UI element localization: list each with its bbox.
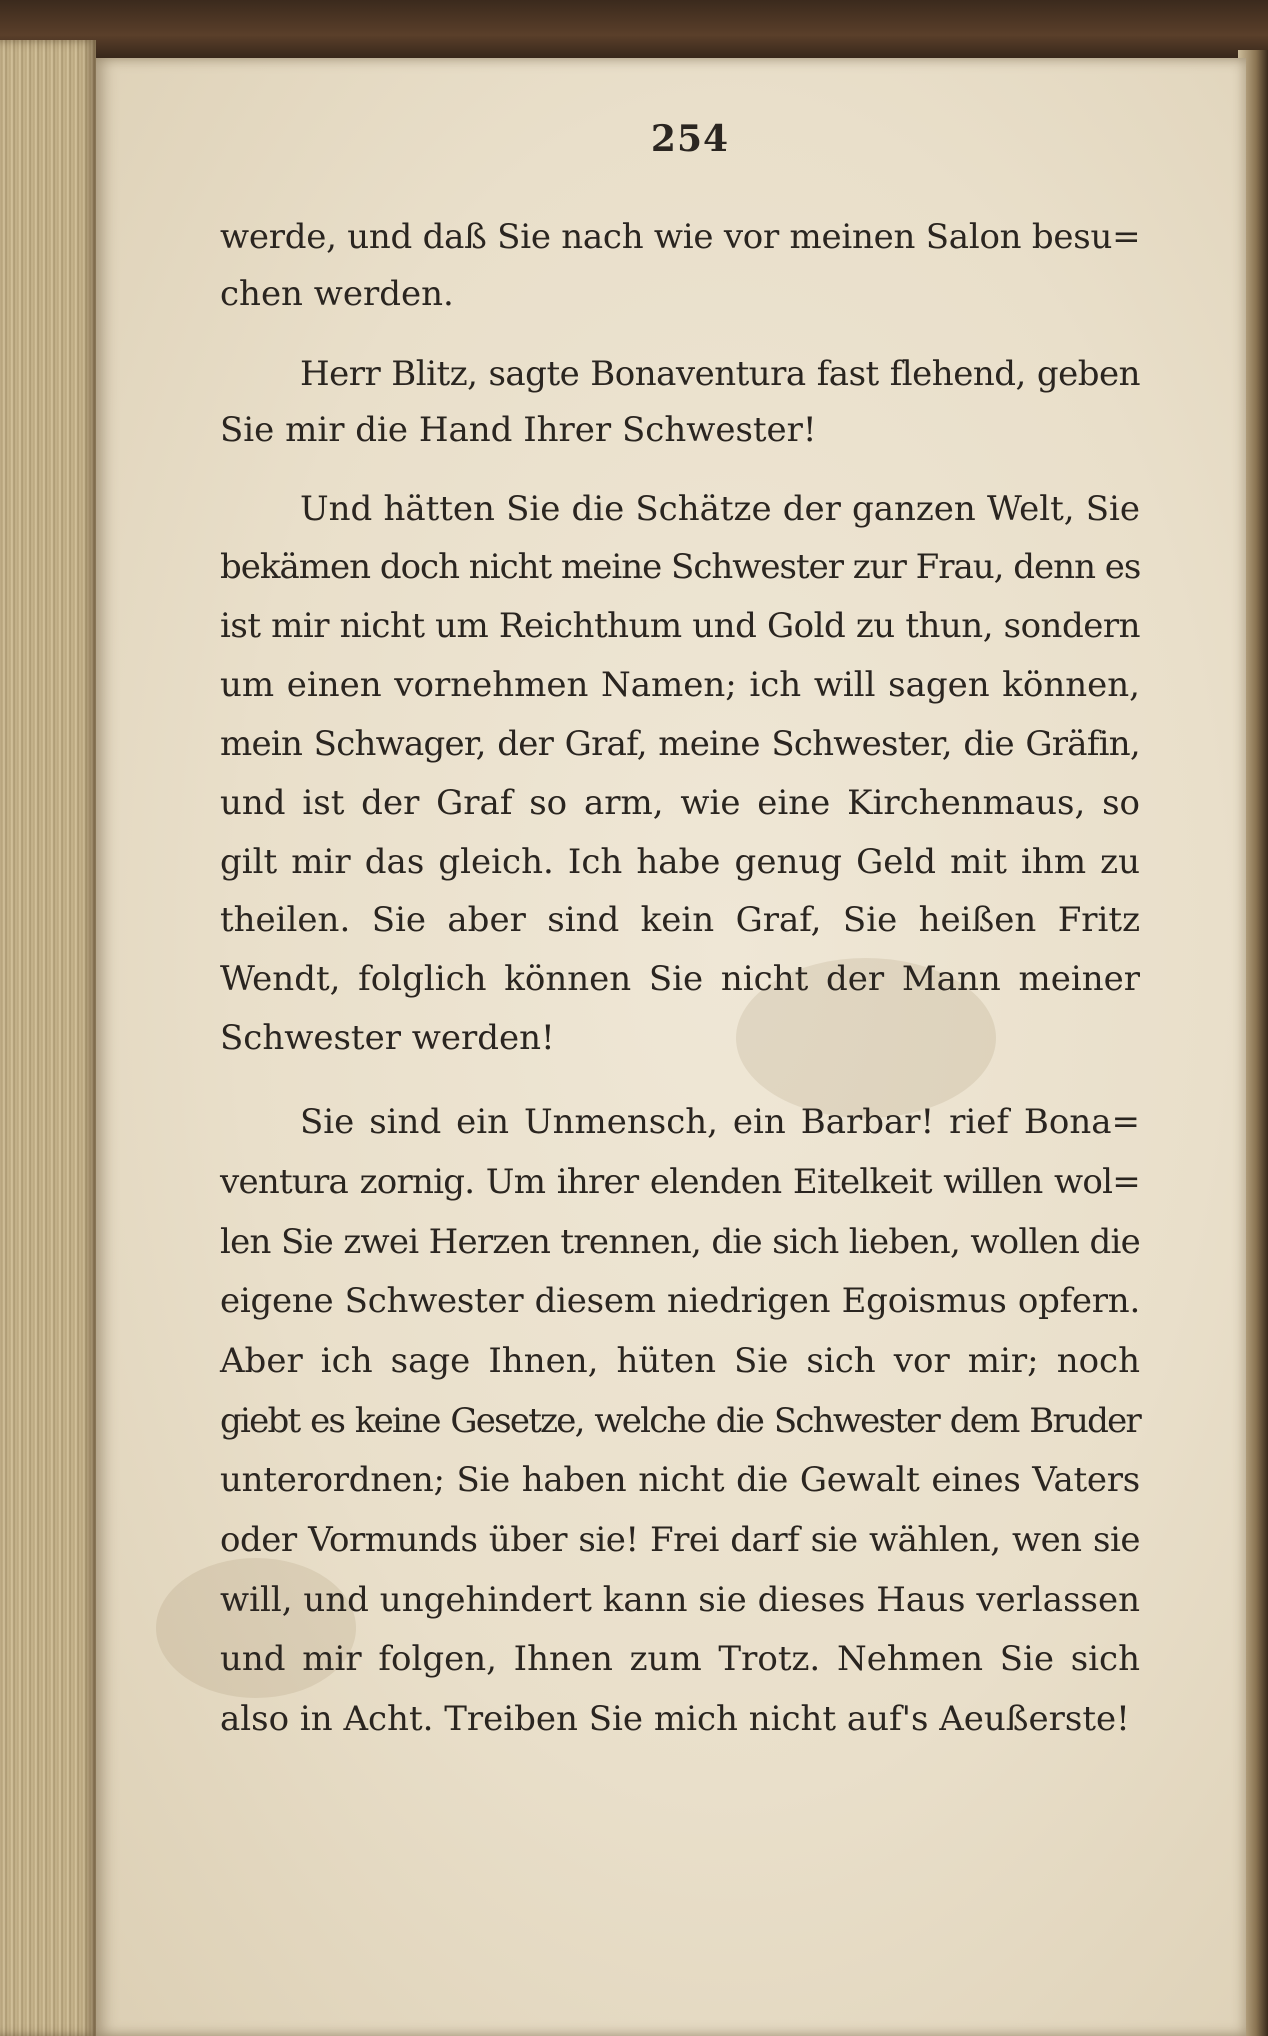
text-line: theilen. Sie aber sind kein Graf, Sie heißen Fritz <box>220 900 1140 940</box>
text-line: Wendt, folglich können Sie nicht der Mann meiner <box>220 959 1140 999</box>
page-edges <box>0 40 96 2036</box>
text-line: also in Acht. Treiben Sie mich nicht auf's Aeußerste! <box>220 1699 1130 1739</box>
text-line: ist mir nicht um Reichthum und Gold zu thun, sondern <box>220 606 1140 646</box>
page-number: 254 <box>650 118 730 160</box>
text-line: giebt es keine Gesetze, welche die Schwester dem Bruder <box>220 1401 1140 1441</box>
text-line: Sie sind ein Unmensch, ein Barbar! rief Bona= <box>300 1102 1140 1142</box>
text-line: Aber ich sage Ihnen, hüten Sie sich vor mir; noch <box>220 1341 1140 1381</box>
text-line: gilt mir das gleich. Ich habe genug Geld mit ihm zu <box>220 842 1140 882</box>
text-line: Herr Blitz, sagte Bonaventura fast flehend, geben <box>300 354 1140 394</box>
text-line: eigene Schwester diesem niedrigen Egoismus opfern. <box>220 1281 1140 1321</box>
text-line: will, und ungehindert kann sie dieses Haus verlassen <box>220 1580 1140 1620</box>
text-line: werde, und daß Sie nach wie vor meinen Salon besu= <box>220 217 1141 257</box>
text-line: Und hätten Sie die Schätze der ganzen Welt, Sie <box>300 489 1140 529</box>
text-line: oder Vormunds über sie! Frei darf sie wählen, wen sie <box>220 1520 1140 1560</box>
book-cover-top <box>0 0 1268 64</box>
text-line: ventura zornig. Um ihrer elenden Eitelkeit willen wol= <box>220 1162 1140 1202</box>
text-line: bekämen doch nicht meine Schwester zur Frau, denn es <box>220 547 1141 587</box>
text-line: mein Schwager, der Graf, meine Schwester, die Gräfin, <box>220 724 1140 764</box>
text-line: unterordnen; Sie haben nicht die Gewalt eines Vaters <box>220 1460 1140 1500</box>
text-line: um einen vornehmen Namen; ich will sagen können, <box>220 665 1140 705</box>
text-line: Schwester werden! <box>220 1018 555 1058</box>
text-line: Sie mir die Hand Ihrer Schwester! <box>220 410 817 450</box>
text-line: chen werden. <box>220 274 454 314</box>
text-line: len Sie zwei Herzen trennen, die sich lieben, wollen die <box>220 1222 1140 1262</box>
text-line: und ist der Graf so arm, wie eine Kirchenmaus, so <box>220 783 1140 823</box>
text-line: und mir folgen, Ihnen zum Trotz. Nehmen Sie sich <box>220 1639 1140 1679</box>
